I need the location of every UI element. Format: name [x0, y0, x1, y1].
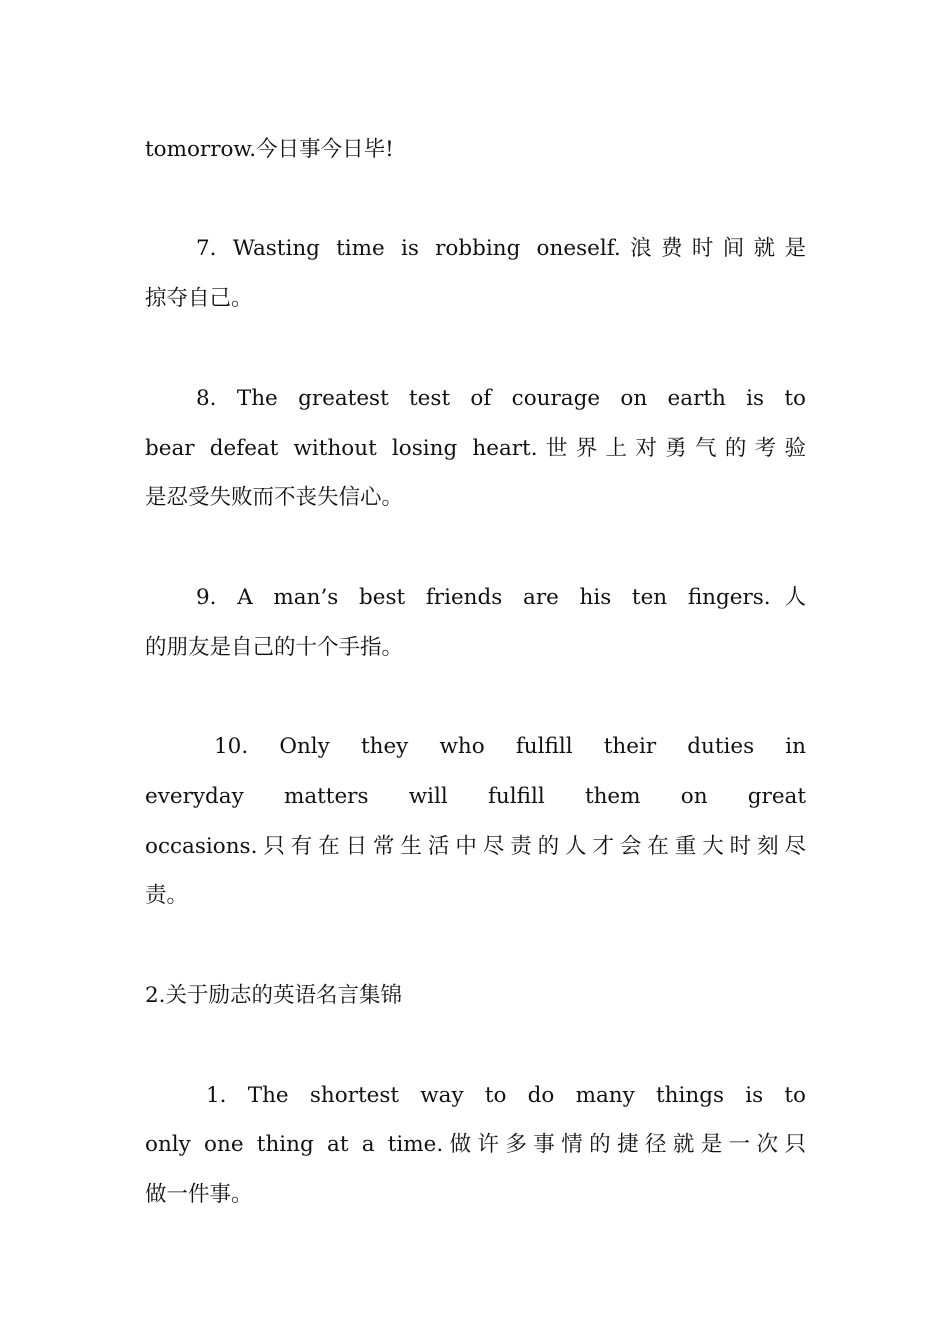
quote-10-line-2: everyday matters will fulfill them on great — [145, 784, 806, 809]
quote-8-line-2: bear defeat without losing heart.世界上对勇气的考验 — [145, 436, 806, 461]
quote-9-line-2: 的朋友是自己的十个手指。 — [145, 635, 404, 660]
quote-1-line-1: 1. The shortest way to do many things is to — [206, 1083, 806, 1108]
quote-10-line-4: 责。 — [145, 883, 189, 908]
quote-9-line-1: 9. A man’s best friends are his ten fingers.人 — [196, 585, 806, 610]
section-heading: 2.关于励志的英语名言集锦 — [145, 983, 403, 1008]
quote-7-line-2: 掠夺自己。 — [145, 286, 253, 311]
quote-8-line-3: 是忍受失败而不丧失信心。 — [145, 485, 404, 510]
quote-7-line-1: 7. Wasting time is robbing oneself.浪费时间就是 — [196, 236, 806, 261]
text-line: tomorrow.今日事今日毕! — [145, 137, 394, 162]
quote-10-line-1: 10. Only they who fulfill their duties in — [214, 734, 806, 759]
quote-1-line-3: 做一件事。 — [145, 1182, 253, 1207]
quote-10-line-3: occasions.只有在日常生活中尽责的人才会在重大时刻尽 — [145, 834, 806, 859]
quote-8-line-1: 8. The greatest test of courage on earth is to — [196, 386, 806, 411]
quote-1-line-2: only one thing at a time.做许多事情的捷径就是一次只 — [145, 1132, 806, 1157]
